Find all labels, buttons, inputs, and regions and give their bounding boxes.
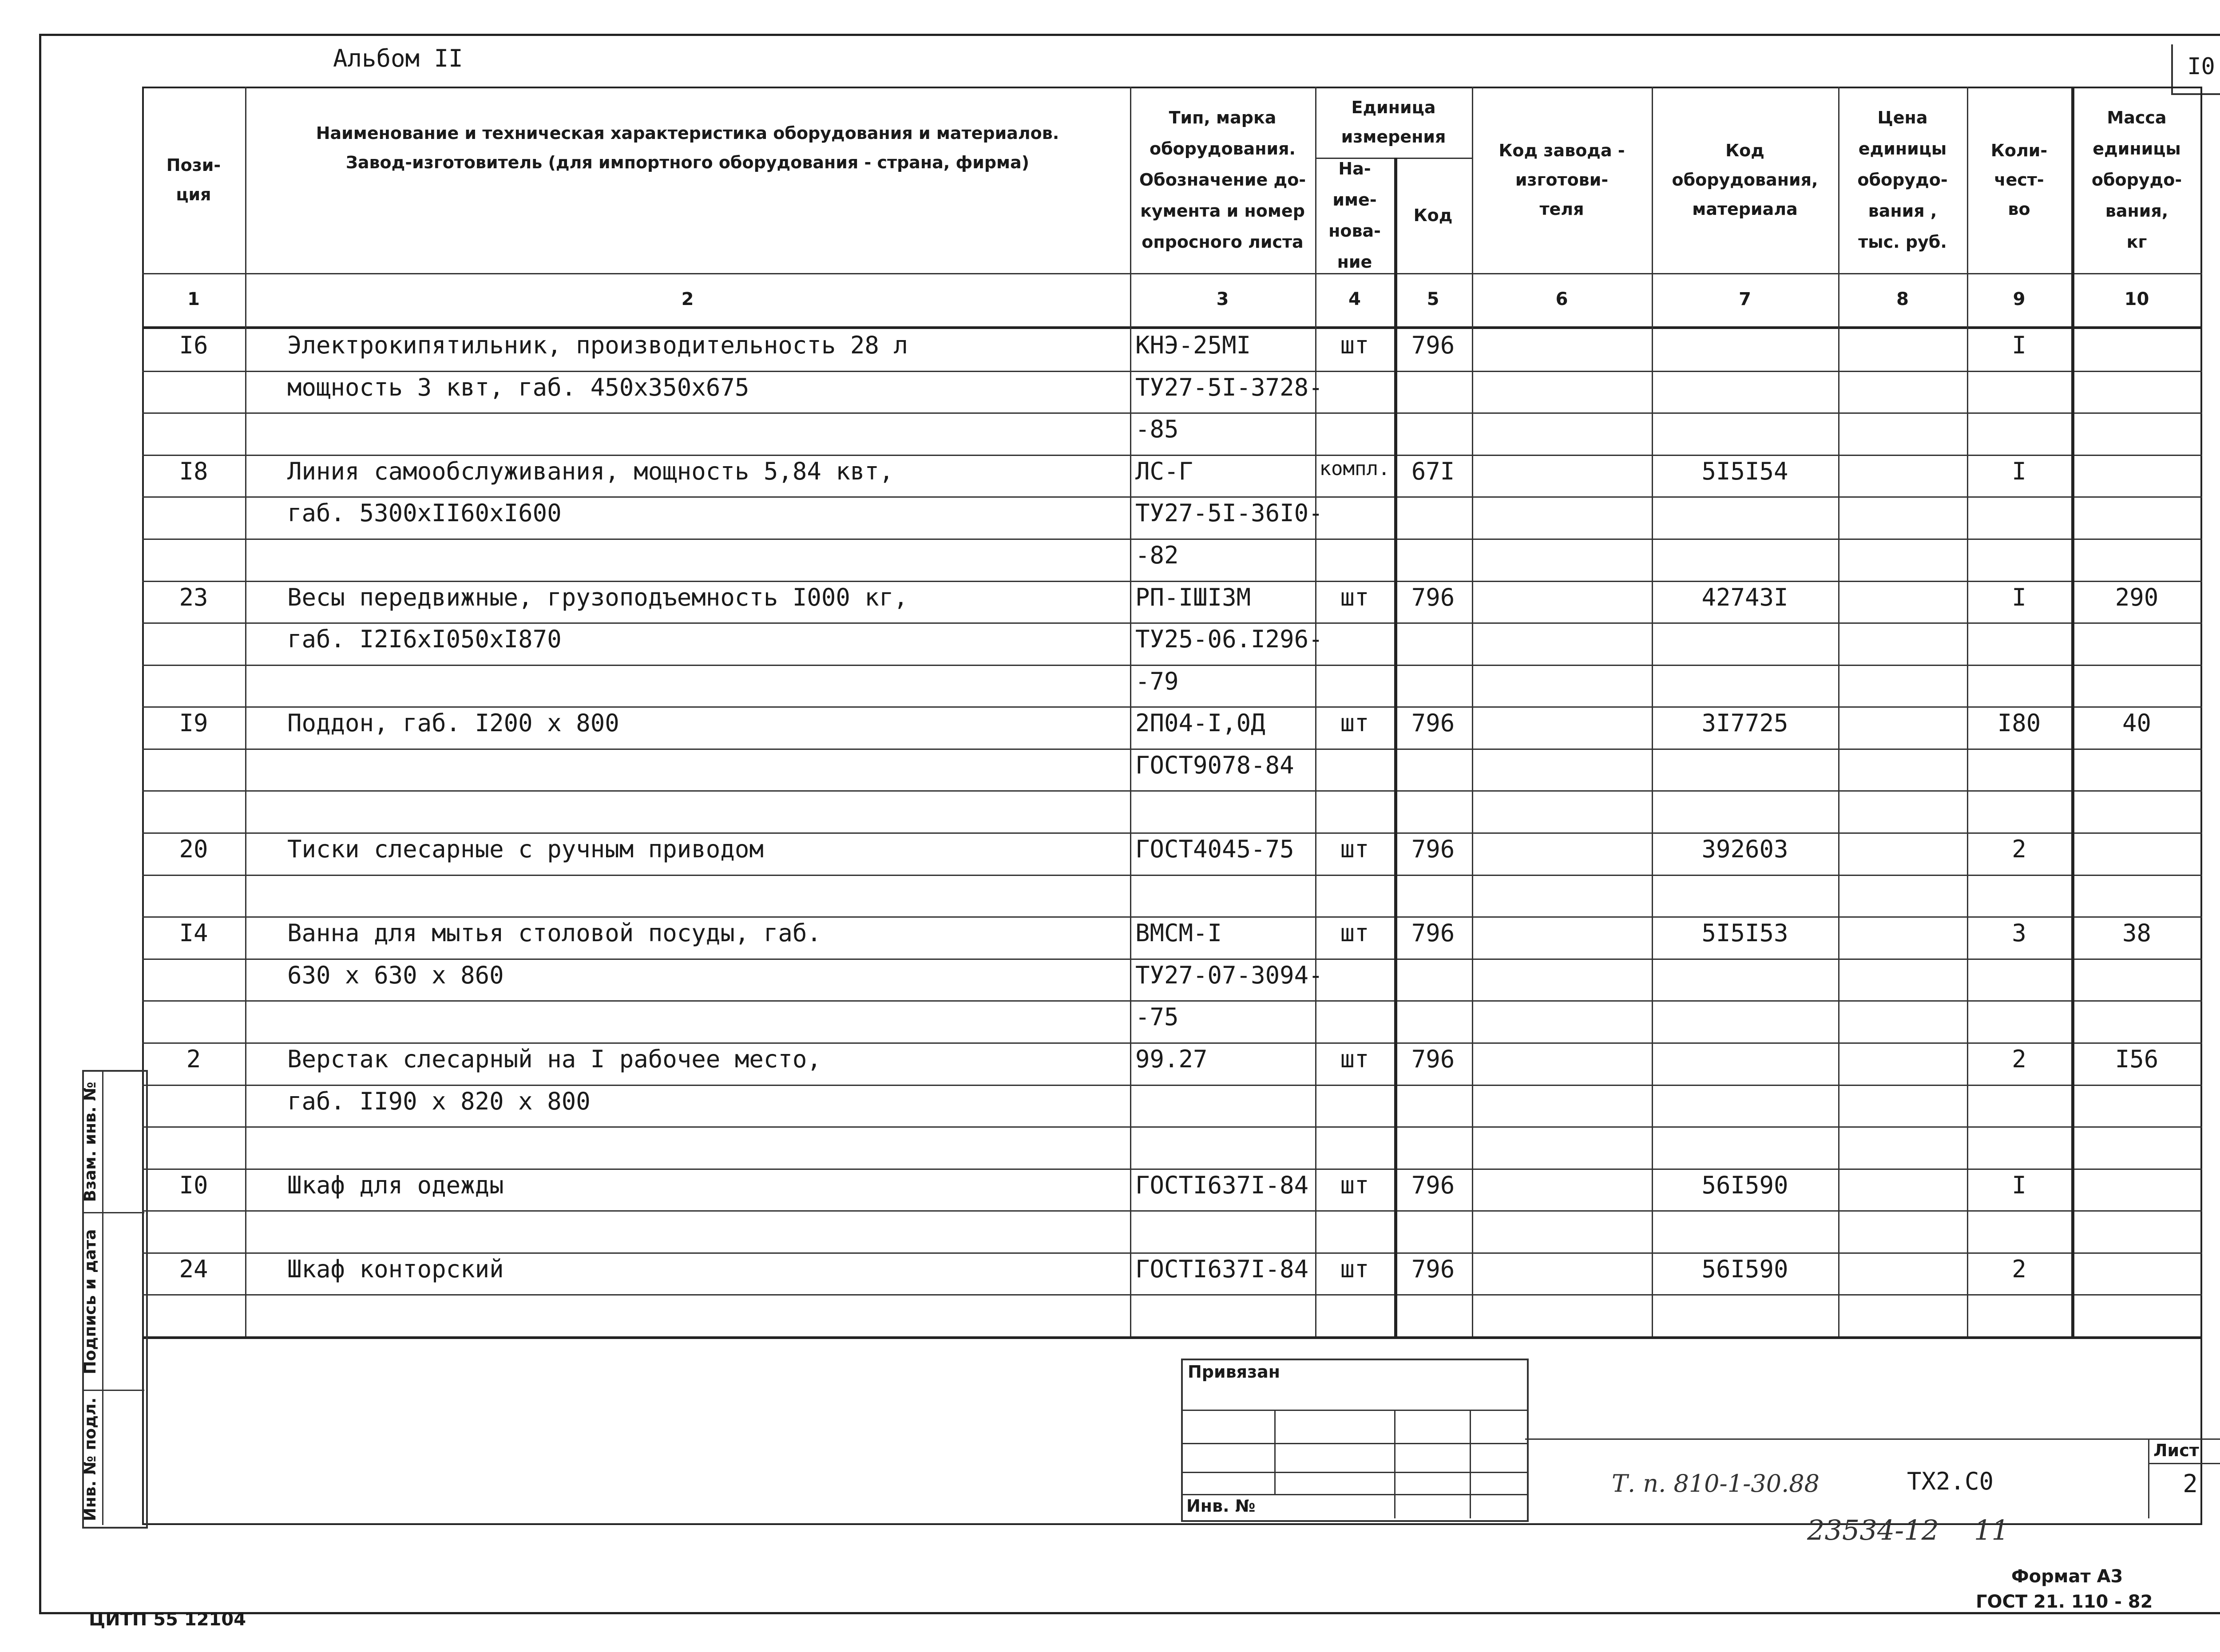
header-type [1130, 87, 1315, 273]
row-line [142, 1169, 2202, 1170]
header-type-line: кумента и номер [1140, 201, 1305, 221]
header-type-line: Тип, марка [1169, 108, 1276, 127]
header-type-line: опросного листа [1142, 232, 1304, 252]
row-line [142, 496, 2202, 498]
cell-type: 99.27 [1135, 1045, 1208, 1073]
cell-qty: I80 [1997, 709, 2041, 737]
handwritten-number: 23534-12 11 [1807, 1514, 2009, 1546]
cell-name: Поддон, габ. I200 х 800 [287, 709, 619, 737]
header-type-line: оборудования. [1150, 139, 1296, 158]
sheet-code: ТХ2.С0 [1907, 1467, 1994, 1495]
cell-code: 796 [1411, 1255, 1455, 1283]
row-line [142, 959, 2202, 960]
cell-type: ВМСМ-I [1135, 919, 1222, 947]
row-line [142, 1210, 2202, 1212]
column-number: 7 [1739, 289, 1751, 309]
cell-pos: 2 [186, 1045, 201, 1073]
header-position-line: ция [176, 185, 211, 204]
header-name [245, 87, 1130, 209]
header-mass-line: оборудо- [2091, 170, 2182, 190]
header-quantity-line: Коли- [1990, 141, 2048, 160]
row-line [142, 1085, 2202, 1086]
header-unit-name-line: На- [1338, 159, 1371, 178]
header-unit-name-line: име- [1332, 190, 1377, 210]
header-price-line: оборудо- [1857, 170, 1948, 190]
column-number: 4 [1348, 289, 1361, 309]
cell-name: Электрокипятильник, производительность 28 л [287, 331, 908, 359]
cell-mass: 38 [2122, 919, 2152, 947]
header-unit-name-line: нова- [1328, 221, 1381, 241]
header-mass-line: единицы [2093, 139, 2181, 158]
cell-qty: 2 [2012, 1045, 2026, 1073]
cell-code: 796 [1411, 331, 1455, 359]
cell-unit: шт [1340, 919, 1369, 947]
cell-qty: I [2012, 1171, 2026, 1199]
cell-name: Линия самообслуживания, мощность 5,84 квт, [287, 457, 894, 485]
cell-name: Шкаф конторский [287, 1255, 504, 1283]
column-line [1838, 87, 1839, 1336]
row-line [142, 1042, 2202, 1044]
cell-type: ТУ27-5I-36I0- [1135, 499, 1323, 527]
header-position [142, 87, 245, 273]
cell-type: КНЭ-25МI [1135, 331, 1251, 359]
header-mass-line: кг [2126, 232, 2147, 252]
cell-type: ГОСТ4045-75 [1135, 835, 1294, 863]
cell-mass: 40 [2122, 709, 2152, 737]
cell-mass: I56 [2115, 1045, 2159, 1073]
row-line [142, 875, 2202, 876]
header-unit-code-line: Код [1413, 206, 1453, 225]
cell-code: 796 [1411, 709, 1455, 737]
project-code: Т. п. 810-1-30.88 [1612, 1470, 1820, 1497]
column-number: 1 [187, 289, 200, 309]
cell-equip: 5I5I53 [1701, 919, 1788, 947]
cell-name: Верстак слесарный на I рабочее место, [287, 1045, 821, 1073]
header-factory-code-line: Код завода - [1498, 141, 1625, 160]
cell-equip: 3I7725 [1701, 709, 1788, 737]
privyazan-label: Привязан [1188, 1362, 1280, 1382]
column-number: 9 [2013, 289, 2026, 309]
header-quantity [1967, 87, 2071, 273]
cell-name: габ. II90 х 820 х 800 [287, 1087, 591, 1115]
row-line [142, 1000, 2202, 1002]
cell-qty: 2 [2012, 835, 2026, 863]
cell-name: Шкаф для одежды [287, 1171, 504, 1199]
header-equipment-code-line: оборудования, [1672, 170, 1818, 190]
header-factory-code-line: теля [1539, 199, 1584, 219]
cell-pos: I9 [179, 709, 208, 737]
cell-code: 796 [1411, 919, 1455, 947]
row-line [142, 371, 2202, 372]
cell-code: 796 [1411, 1171, 1455, 1199]
cell-qty: I [2012, 583, 2026, 611]
cell-type: -79 [1135, 667, 1179, 695]
column-number: 10 [2124, 289, 2149, 309]
row-line [142, 832, 2202, 834]
column-line [1472, 87, 1473, 1336]
header-price-line: Цена [1877, 108, 1928, 127]
cell-type: ТУ27-5I-3728- [1135, 373, 1323, 401]
cell-pos: I0 [179, 1171, 208, 1199]
row-line [142, 1126, 2202, 1128]
cell-code: 67I [1411, 457, 1455, 485]
header-price-line: тыс. руб. [1858, 232, 1947, 252]
cell-name: габ. 5300хII60хI600 [287, 499, 562, 527]
side-label-signature-date: Подпись и дата [81, 1229, 99, 1375]
cell-qty: 3 [2012, 919, 2026, 947]
column-line [245, 87, 246, 1336]
header-unit-name-line: ние [1337, 252, 1372, 272]
cell-unit: шт [1340, 709, 1369, 737]
header-price [1838, 87, 1967, 273]
row-line [142, 412, 2202, 414]
citp-label: ЦИТП 55 12104 [89, 1609, 246, 1630]
cell-type: ТУ27-07-3094- [1135, 961, 1323, 989]
inv-no-label: Инв. № [1186, 1496, 1256, 1516]
header-price-line: вания , [1868, 201, 1937, 221]
format-label: Формат А3 [2011, 1566, 2123, 1587]
cell-unit: шт [1340, 835, 1369, 863]
header-equipment-code-line: Код [1725, 141, 1764, 160]
cell-qty: 2 [2012, 1255, 2026, 1283]
row-line [142, 1294, 2202, 1295]
header-mass [2071, 87, 2202, 273]
header-position-line: Пози- [166, 155, 221, 175]
header-line-bold [142, 326, 2202, 329]
title-block-top [1525, 1438, 2220, 1440]
page-corner-number: I0 [2187, 53, 2215, 80]
cell-name: мощность 3 квт, габ. 450х350х675 [287, 373, 749, 401]
header-unit-group [1315, 87, 1472, 158]
cell-type: -82 [1135, 541, 1179, 569]
cell-name: Тиски слесарные с ручным приводом [287, 835, 764, 863]
column-number: 5 [1427, 289, 1439, 309]
cell-type: ГОСТI637I-84 [1135, 1171, 1309, 1199]
row-line [142, 581, 2202, 582]
header-name-line: Наименование и техническая характеристика оборудования и материалов. [316, 123, 1059, 143]
cell-pos: I6 [179, 331, 208, 359]
header-mass-line: Масса [2107, 108, 2167, 127]
row-line [142, 1252, 2202, 1254]
header-equipment-code [1652, 87, 1838, 273]
row-line [142, 916, 2202, 918]
cell-type: -75 [1135, 1003, 1179, 1031]
row-line [142, 749, 2202, 750]
cell-unit: шт [1340, 1171, 1369, 1199]
side-label-replace-inv: Взам. инв. № [81, 1082, 99, 1202]
cell-pos: 20 [179, 835, 208, 863]
header-factory-code-line: изготови- [1515, 170, 1609, 190]
cell-type: ЛС-Г [1135, 457, 1193, 485]
cell-unit: компл. [1319, 457, 1390, 480]
header-unit-code [1394, 158, 1472, 273]
cell-type: ГОСТ9078-84 [1135, 751, 1294, 779]
header-name-line: Завод-изготовитель (для импортного оборудования - страна, фирма) [345, 152, 1030, 172]
cell-qty: I [2012, 457, 2026, 485]
column-number: 2 [681, 289, 694, 309]
list-number: 2 [2183, 1470, 2198, 1498]
row-line [142, 665, 2202, 666]
cell-name: 630 х 630 х 860 [287, 961, 504, 989]
header-unit-group-line: Единица [1351, 98, 1436, 117]
side-label-inv-original: Инв. № подл. [81, 1397, 99, 1521]
header-type-line: Обозначение до- [1139, 170, 1306, 190]
row-line [142, 706, 2202, 708]
row-line [142, 790, 2202, 792]
cell-unit: шт [1340, 583, 1369, 611]
header-line [142, 273, 2202, 274]
cell-unit: шт [1340, 331, 1369, 359]
cell-equip: 42743I [1701, 583, 1788, 611]
cell-equip: 5I5I54 [1701, 457, 1788, 485]
cell-equip: 56I590 [1701, 1255, 1788, 1283]
list-label: Лист [2153, 1441, 2199, 1460]
cell-pos: 24 [179, 1255, 208, 1283]
cell-name: габ. I2I6хI050хI870 [287, 625, 562, 653]
table-body-bottom [142, 1336, 2202, 1339]
cell-code: 796 [1411, 835, 1455, 863]
header-quantity-line: во [2008, 199, 2030, 219]
cell-pos: I4 [179, 919, 208, 947]
cell-mass: 290 [2115, 583, 2159, 611]
header-factory-code [1472, 87, 1652, 273]
cell-unit: шт [1340, 1255, 1369, 1283]
cell-type: -85 [1135, 415, 1179, 443]
column-number: 8 [1896, 289, 1909, 309]
cell-qty: I [2012, 331, 2026, 359]
header-equipment-code-line: материала [1692, 199, 1798, 219]
header-quantity-line: чест- [1994, 170, 2044, 190]
cell-equip: 392603 [1701, 835, 1788, 863]
row-line [142, 622, 2202, 624]
cell-type: ГОСТI637I-84 [1135, 1255, 1309, 1283]
cell-code: 796 [1411, 1045, 1455, 1073]
header-unit-group-line: измерения [1341, 127, 1446, 147]
gost-label: ГОСТ 21. 110 - 82 [1976, 1592, 2153, 1612]
cell-equip: 56I590 [1701, 1171, 1788, 1199]
cell-name: Весы передвижные, грузоподъемность I000 кг, [287, 583, 908, 611]
header-price-line: единицы [1858, 139, 1947, 158]
column-number: 6 [1555, 289, 1568, 309]
cell-unit: шт [1340, 1045, 1369, 1073]
album-label: Альбом II [333, 44, 463, 72]
cell-pos: 23 [179, 583, 208, 611]
cell-type: 2П04-I,0Д [1135, 709, 1265, 737]
row-line [142, 455, 2202, 456]
header-unit-name [1315, 158, 1394, 273]
cell-code: 796 [1411, 583, 1455, 611]
row-line [142, 539, 2202, 540]
column-number: 3 [1216, 289, 1229, 309]
cell-type: ТУ25-06.I296- [1135, 625, 1323, 653]
cell-name: Ванна для мытья столовой посуды, габ. [287, 919, 821, 947]
header-mass-line: вания, [2105, 201, 2168, 221]
cell-pos: I8 [179, 457, 208, 485]
cell-type: РП-IШI3М [1135, 583, 1251, 611]
